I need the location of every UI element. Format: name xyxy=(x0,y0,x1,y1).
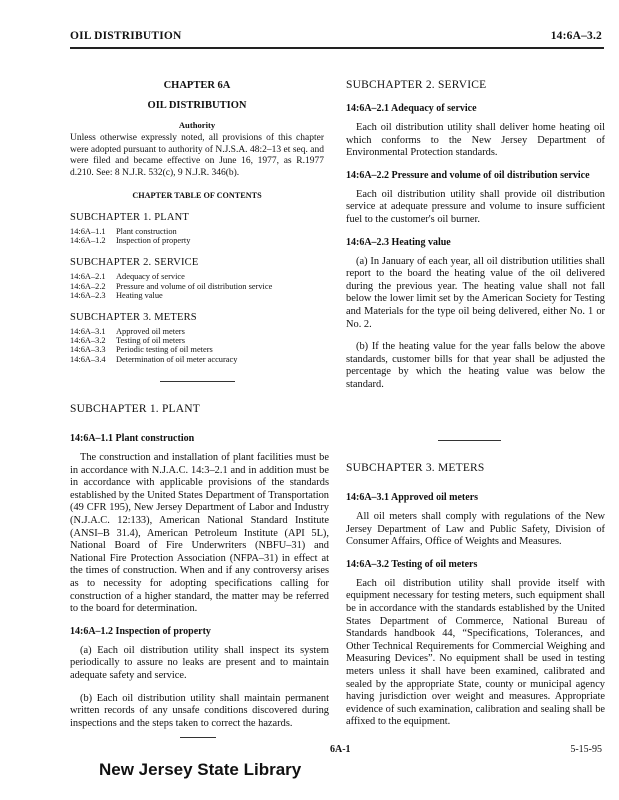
left-column xyxy=(70,80,324,364)
authority-label: Authority xyxy=(178,120,216,130)
section-text: Each oil distribution utility shall provide oil distribution service at adequate pressure and volume to insure sufficient fuel to the customer's oil burner. xyxy=(346,188,605,225)
section-text: Each oil distribution utility shall deliver home heating oil which conforms to the New Jersey Department of Environmental Protection standards. xyxy=(346,122,605,159)
toc-entry[interactable]: 14:6A–2.2 Pressure and volume of oil distribution service xyxy=(70,281,273,291)
section-heading: 14:6A–2.3 Heating value xyxy=(346,236,451,248)
toc-entry[interactable]: 14:6A–3.3 Periodic testing of oil meters xyxy=(70,345,213,355)
section-text: All oil meters shall comply with regulations of the New Jersey Department of Law and Public Safety, Division of Consumer Affairs, Office of Weights and Measures. xyxy=(346,511,605,548)
right-column xyxy=(346,79,605,402)
toc-entry[interactable]: 14:6A–1.2 Inspection of property xyxy=(70,236,191,246)
section-text: The construction and installation of plant facilities must be in accordance with N.J.A.C. 14:3–2.1 and in addition must be in accordance with applicable provisions of the standards established by the United States Department of Transportation (49 CFR 195), New Jersey Department of Labor and Industry (N.J.A.C. 12:133), American National Standard Institute (ANSI–B 31.4), American Petroleum Institute (API 5L), National Board of Fire Underwriters (NBFU–31) and National Fire Protection Association (NFPA–31) in effect at the times of construction. When and if any controversy arises as to necessity for adopting specifications calling for construction of a higher standard, the matter may be referred to the board for determination. xyxy=(70,452,329,615)
subchapter-title: SUBCHAPTER 3. METERS xyxy=(346,462,485,474)
running-header-right: 14:6A–3.2 xyxy=(550,30,602,42)
header-rule xyxy=(70,47,604,49)
section-heading: 14:6A–3.2 Testing of oil meters xyxy=(346,558,478,570)
chapter-title: OIL DISTRIBUTION xyxy=(147,100,247,111)
section-heading: 14:6A–2.1 Adequacy of service xyxy=(346,103,477,114)
section-heading: 14:6A–3.1 Approved oil meters xyxy=(346,492,479,503)
section-text: (a) In January of each year, all oil distribution utilities shall report to the board the heating value of the oil delivered during the previous year. The heating value shall not fall below the lower limit set by the American Society for Testing and Materials for the type oil being delivered, either No. 1 or No. 2. (b) If the heating value for the year falls below the above standards, customer bills for that year shall be adjusted the percentage by which the heating value was below the standard. xyxy=(346,255,605,390)
section-text: (a) Each oil distribution utility shall inspect its system periodically to assure no leaks are present and to maintain adequate safety and service. (b) Each oil distribution utility shall maintain permanent written records of any unsafe conditions discovered during inspections and the steps taken to correct the hazards. xyxy=(70,644,329,729)
toc-entry[interactable]: 14:6A–3.2 Testing of oil meters xyxy=(70,336,185,346)
subchapter-title: SUBCHAPTER 1. PLANT xyxy=(70,403,200,415)
authority-text: Unless otherwise expressly noted, all provisions of this chapter were adopted pursuant to authority of N.J.S.A. 48:2–13 et seq. and were filed and became effective on June 16, 1977, as R.1977 d.210. See: 8 N.J.R. 532(c), 9 N.J.R. 346(b). xyxy=(70,133,324,178)
chapter-number: CHAPTER 6A xyxy=(163,80,231,91)
section-heading: 14:6A–1.1 Plant construction xyxy=(70,433,195,444)
toc-heading: CHAPTER TABLE OF CONTENTS xyxy=(132,191,262,200)
section-heading: 14:6A–1.2 Inspection of property xyxy=(70,625,211,637)
left-column-body xyxy=(70,403,329,740)
library-watermark: New Jersey State Library xyxy=(99,760,302,779)
toc-entry[interactable]: 14:6A–2.3 Heating value xyxy=(70,290,163,300)
footer-rule xyxy=(180,737,216,738)
toc-subchapter-title: SUBCHAPTER 3. METERS xyxy=(70,312,197,324)
section-divider xyxy=(160,381,235,382)
section-divider xyxy=(438,440,501,441)
toc-entry[interactable]: 14:6A–2.1 Adequacy of service xyxy=(70,272,185,282)
toc-subchapter-title: SUBCHAPTER 1. PLANT xyxy=(70,212,190,223)
revision-date: 5-15-95 xyxy=(570,744,602,755)
subchapter-title: SUBCHAPTER 2. SERVICE xyxy=(346,79,487,91)
right-column-body xyxy=(346,462,605,739)
toc-entry[interactable]: 14:6A–1.1 Plant construction xyxy=(70,227,177,236)
table-of-contents xyxy=(70,212,324,364)
page-number: 6A-1 xyxy=(330,744,351,755)
running-header-left: OIL DISTRIBUTION xyxy=(70,30,182,42)
section-heading: 14:6A–2.2 Pressure and volume of oil distribution service xyxy=(346,169,590,181)
toc-subchapter-title: SUBCHAPTER 2. SERVICE xyxy=(70,257,199,269)
toc-entry[interactable]: 14:6A–3.1 Approved oil meters xyxy=(70,327,185,337)
section-text: Each oil distribution utility shall provide itself with equipment necessary for testing meters, such equipment shall be in accordance with the standards established by the United States Department of Commerce, National Bureau of Standards handbook 44, “Specifications, Tolerances, and Other Technical Requirements for Commercial Weighing and Measuring Devices”. No equipment shall be used in testing meters unless it shall have been examined, calibrated and sealed by the appropriate State, county or municipal agency having jurisdiction over weight and measures. Appropriate evidence of such examination, calibration and sealing shall be affixed to the equipment. xyxy=(346,577,605,728)
toc-entry[interactable]: 14:6A–3.4 Determination of oil meter accuracy xyxy=(70,354,238,364)
